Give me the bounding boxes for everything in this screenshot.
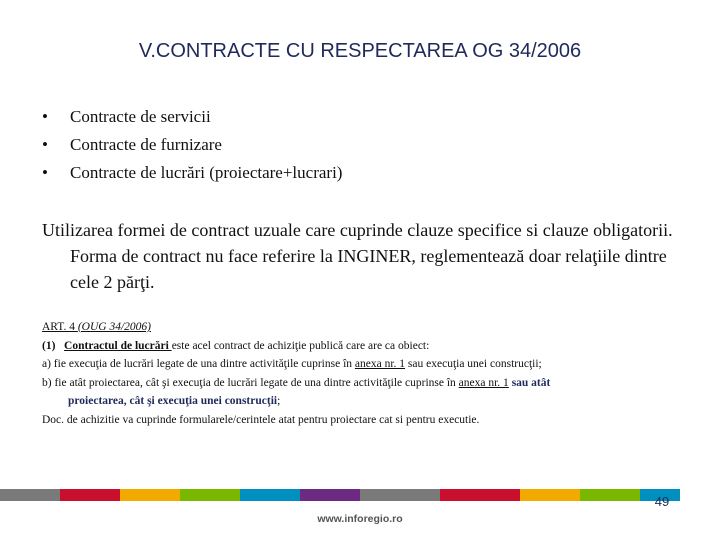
article-item-b: b) fie atât proiectarea, cât şi execuţia de lucrări legate de una dintre activităţile cuprinse în anexa nr. 1 sau atât <box>42 376 551 389</box>
article-item-a: a) fie execuţia de lucrări legate de una dintre activităţile cuprinse în anexa nr. 1 sau execuţia unei construcţii; <box>42 358 542 370</box>
article-item-b-continued: proiectarea, cât şi execuţia unei construcţii; <box>68 395 281 407</box>
bullet-icon: • <box>42 107 48 126</box>
list-item: • Contracte de servicii <box>42 103 342 131</box>
color-segment <box>240 489 300 501</box>
bullet-icon: • <box>42 135 48 154</box>
color-segment <box>580 489 640 501</box>
color-segment <box>360 489 440 501</box>
color-segment <box>0 489 60 501</box>
annex-link[interactable]: anexa nr. 1 <box>354 358 406 370</box>
article-item-1: (1) Contractul de lucrări este acel contract de achiziţie publică care are ca obiect: <box>42 339 430 352</box>
list-item: • Contracte de lucrări (proiectare+lucrari) <box>42 159 342 187</box>
color-segment <box>180 489 240 501</box>
legal-excerpt <box>42 318 682 429</box>
documentation-note: Doc. de achizitie va cuprinde formularele/cerintele atat pentru proiectare cat si pentru executie. <box>42 413 480 426</box>
color-segment <box>440 489 520 501</box>
bullet-icon: • <box>42 163 48 182</box>
footer-website[interactable]: www.inforegio.ro <box>317 513 403 525</box>
contract-form-paragraph: Utilizarea formei de contract uzuale care cuprinde clauze specifice si clauze obligatorii. Forma de contract nu face referire la INGINER, reglementează doar relaţiile dintre cele 2 părţi. <box>42 220 673 292</box>
color-segment <box>60 489 120 501</box>
color-segment <box>300 489 360 501</box>
article-heading: ART. 4 (OUG 34/2006) <box>42 321 151 333</box>
slide-title: V.CONTRACTE CU RESPECTAREA OG 34/2006 <box>138 40 582 62</box>
list-item: • Contracte de furnizare <box>42 131 342 159</box>
color-segment <box>120 489 180 501</box>
contract-types-list <box>42 103 342 187</box>
page-number: 49 <box>654 494 670 509</box>
footer-color-bar <box>0 489 720 501</box>
annex-link[interactable]: anexa nr. 1 <box>458 376 509 389</box>
color-segment <box>520 489 580 501</box>
